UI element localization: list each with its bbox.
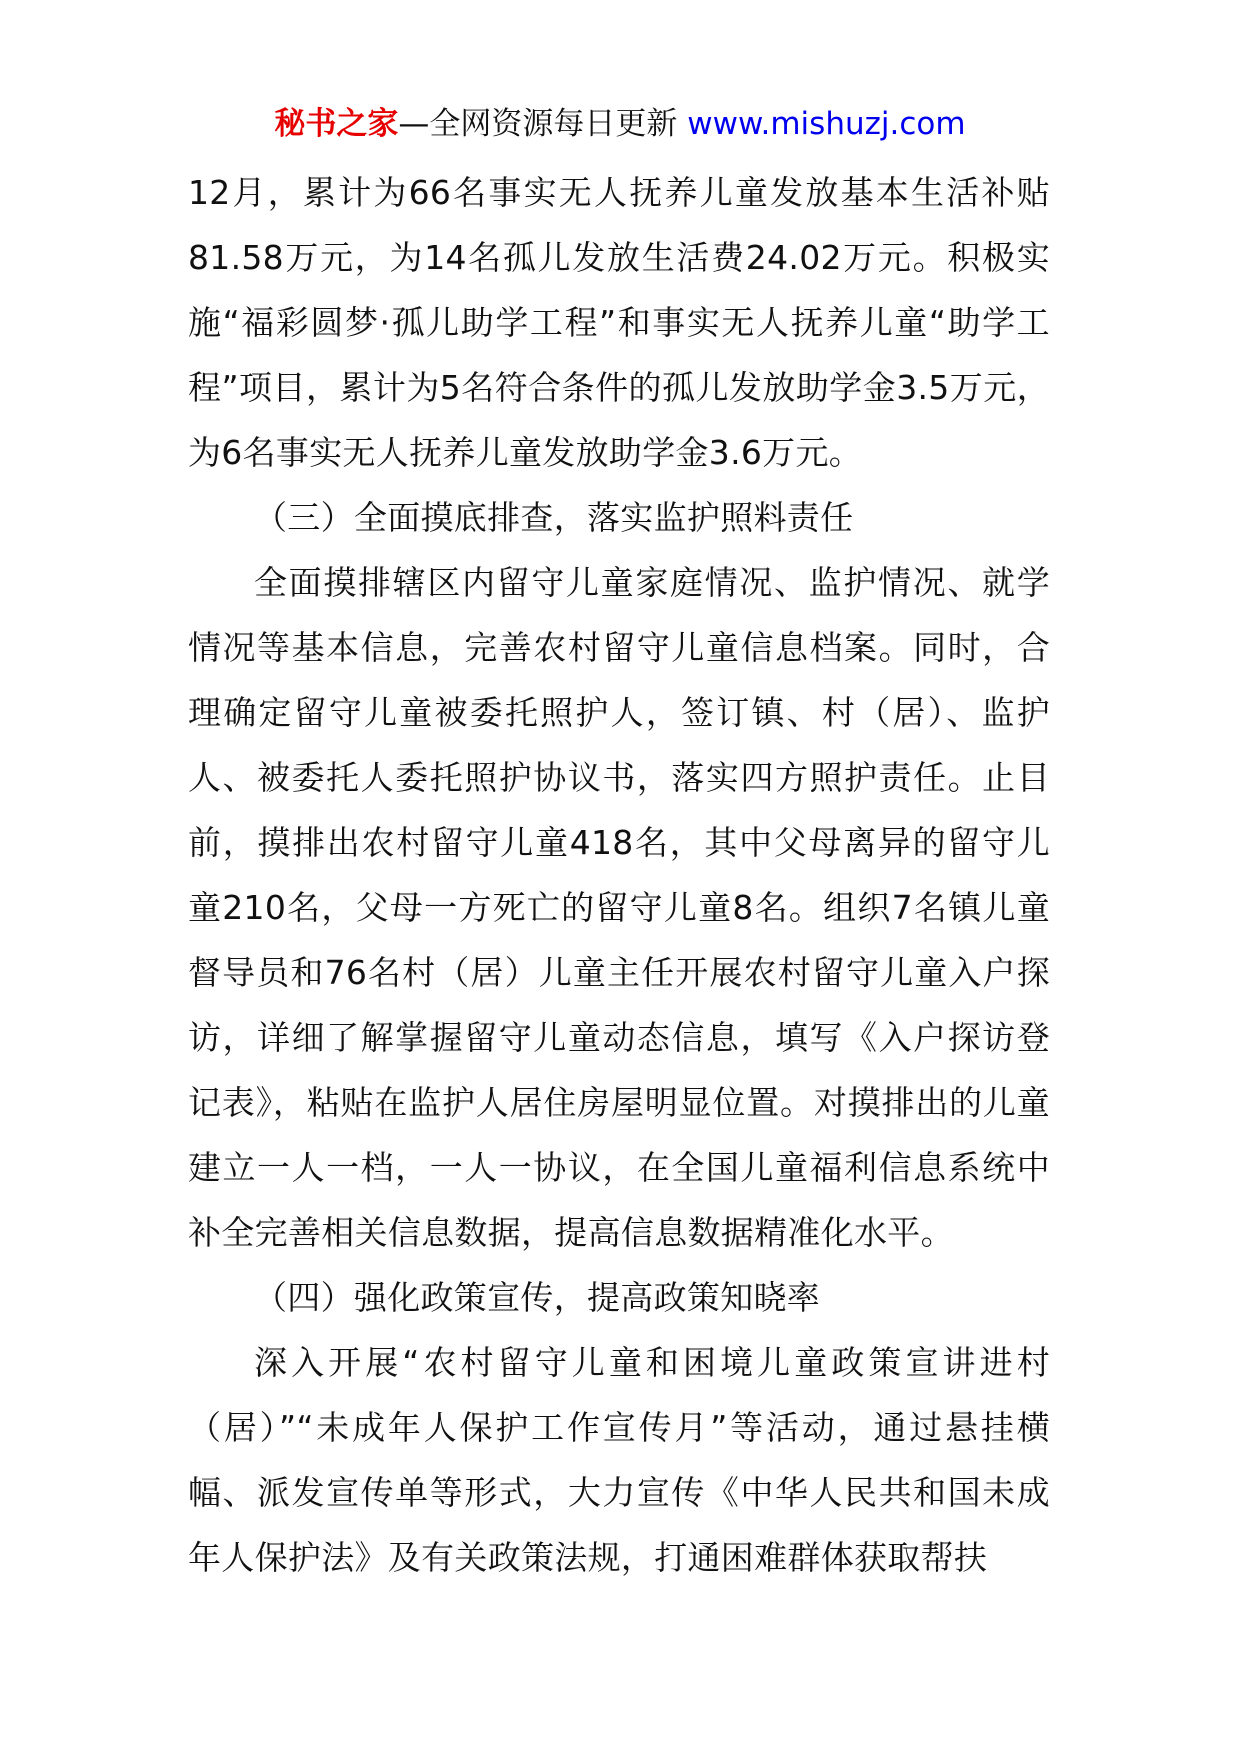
section-heading-4: （四）强化政策宣传，提高政策知晓率 bbox=[254, 1278, 821, 1317]
paragraph-survey: 全面摸排辖区内留守儿童家庭情况、监护情况、就学情况等基本信息，完善农村留守儿童信息档案。同时，合理确定留守儿童被委托照护人，签订镇、村（居）、监护人、被委托人委托照护协议书，落实四方照护责任。止目前，摸排出农村留守儿童418名，其中父母离异的留守儿童210名，父母一方死亡的留守儿童8名。组织7名镇儿童督导员和76名村（居）儿童主任开展农村留守儿童入户探访，详细了解掌握留守儿童动态信息，填写《入户探访登记表》，粘贴在监护人居住房屋明显位置。对摸排出的儿童建立一人一档，一人一协议，在全国儿童福利信息系统中补全完善相关信息数据，提高信息数据精准化水平。 bbox=[188, 563, 1050, 1252]
site-tagline: —全网资源每日更新 bbox=[398, 106, 678, 142]
site-url-link[interactable]: www.mishuzj.com bbox=[687, 106, 966, 142]
page-header bbox=[0, 104, 1240, 144]
paragraph-publicity: 深入开展“农村留守儿童和困境儿童政策宣讲进村（居）”“未成年人保护工作宣传月”等活动，通过悬挂横幅、派发宣传单等形式，大力宣传《中华人民共和国未成年人保护法》及有关政策法规，打通困难群体获取帮扶 bbox=[188, 1343, 1050, 1577]
paragraph-continuation: 12月，累计为66名事实无人抚养儿童发放基本生活补贴81.58万元，为14名孤儿发放生活费24.02万元。积极实施“福彩圆梦·孤儿助学工程”和事实无人抚养儿童“助学工程”项目，累计为5名符合条件的孤儿发放助学金3.5万元，为6名事实无人抚养儿童发放助学金3.6万元。 bbox=[188, 173, 1050, 472]
section-heading-3: （三）全面摸底排查，落实监护照料责任 bbox=[254, 498, 854, 537]
document-body bbox=[188, 160, 1050, 1590]
site-brand: 秘书之家 bbox=[274, 106, 399, 142]
